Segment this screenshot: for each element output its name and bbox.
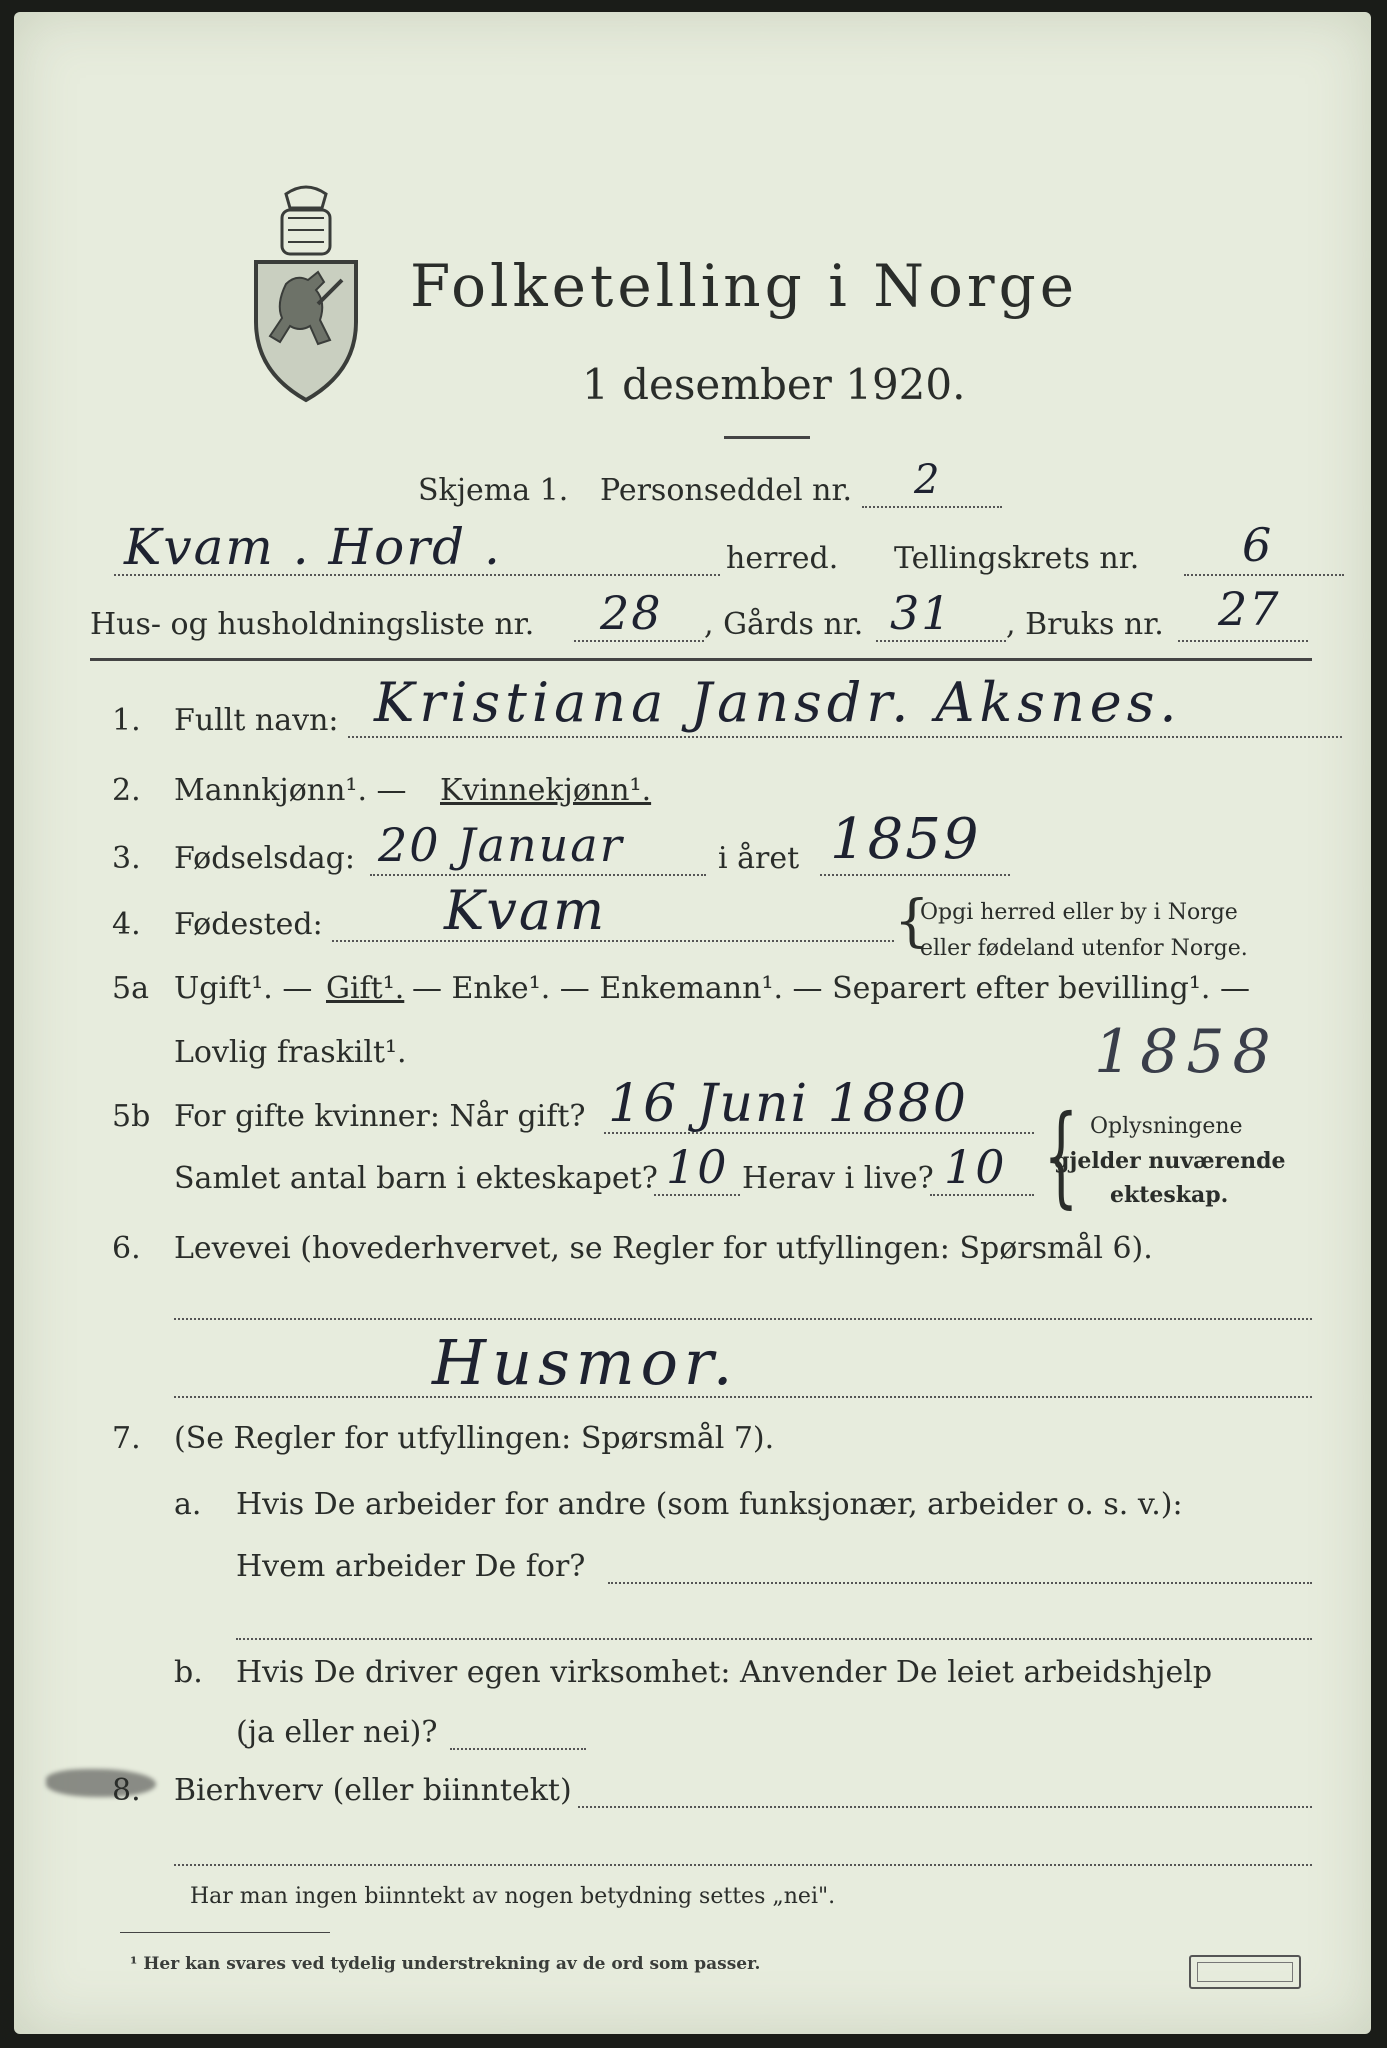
bruks-line	[1178, 640, 1308, 642]
q7b-label-2: (ja eller nei)?	[236, 1715, 438, 1750]
q3-value: 20 Januar	[378, 818, 624, 872]
q6-value: Husmor.	[432, 1326, 739, 1399]
q7b-label: Hvis De driver egen virksomhet: Anvender De leiet arbeidshjelp	[236, 1655, 1213, 1690]
printer-stamp	[1189, 1955, 1301, 1989]
gards-line	[876, 640, 1006, 642]
q7a-line-2	[236, 1638, 1312, 1640]
q5b-note-line-3: ekteskap.	[1110, 1182, 1229, 1208]
q7a-label-2: Hvem arbeider De for?	[236, 1549, 586, 1584]
q6-line-2	[174, 1396, 1312, 1398]
q2-label-female: Kvinnekjønn¹.	[440, 773, 652, 808]
q6-number: 6.	[112, 1231, 141, 1266]
personseddel-label: Personseddel nr.	[600, 473, 853, 508]
form-title: Folketelling i Norge	[410, 252, 1079, 320]
q1-label: Fullt navn:	[174, 703, 339, 738]
q5b-alive-value: 10	[944, 1140, 1007, 1194]
title-divider	[724, 436, 810, 439]
q4-note-line-2: eller fødeland utenfor Norge.	[920, 936, 1248, 961]
q7-label: (Se Regler for utfyllingen: Spørsmål 7).	[174, 1421, 775, 1456]
q7b-line	[450, 1748, 586, 1750]
q6-line-1	[174, 1318, 1312, 1320]
q5b-children-line	[654, 1194, 740, 1196]
gards-value: 31	[890, 586, 953, 640]
herred-label: herred.	[726, 541, 839, 576]
herred-line	[114, 574, 720, 576]
q5b-note-line-1: Oplysningene	[1090, 1114, 1243, 1139]
q5b-brace: {	[1043, 1091, 1079, 1219]
q7-number: 7.	[112, 1421, 141, 1456]
footnote: ¹ Her kan svares ved tydelig understrekning av de ord som passer.	[130, 1954, 761, 1974]
skjema-label: Skjema 1.	[418, 473, 569, 508]
q7a-label: Hvis De arbeider for andre (som funksjonær, arbeider o. s. v.):	[236, 1487, 1183, 1522]
q4-label: Fødested:	[174, 907, 323, 942]
q5b-label: For gifte kvinner: Når gift?	[174, 1099, 586, 1134]
q5b-value: 16 Juni 1880	[608, 1074, 969, 1134]
q4-note-line-1: Opgi herred eller by i Norge	[920, 900, 1238, 925]
bruks-label: , Bruks nr.	[1006, 607, 1164, 642]
personseddel-line	[862, 506, 1002, 508]
form-date: 1 desember 1920.	[582, 360, 966, 409]
q2-number: 2.	[112, 773, 141, 808]
personseddel-value: 2	[914, 457, 942, 503]
q5a-options-rest: — Enke¹. — Enkemann¹. — Separert efter bevilling¹. —	[412, 971, 1250, 1006]
q5b-children-value: 10	[666, 1140, 729, 1194]
q8-line-2	[174, 1864, 1312, 1866]
q4-number: 4.	[112, 907, 141, 942]
footnote-divider	[120, 1932, 330, 1933]
q8-label: Bierhverv (eller biinntekt)	[174, 1773, 572, 1808]
q5a-option-fraskilt: Lovlig fraskilt¹.	[174, 1035, 407, 1070]
q3-label: Fødselsdag:	[174, 841, 355, 876]
header-divider	[90, 658, 1312, 661]
q2-label-male: Mannkjønn¹. —	[174, 773, 407, 808]
q1-line	[348, 736, 1342, 738]
hus-label: Hus- og husholdningsliste nr.	[90, 607, 535, 642]
q8-note: Har man ingen biinntekt av nogen betydning settes „nei".	[190, 1884, 836, 1909]
tellingskrets-label: Tellingskrets nr.	[894, 541, 1140, 576]
q3-year-label: i året	[718, 841, 800, 876]
tellingskrets-value: 6	[1242, 518, 1274, 572]
q5b-note-line-2: gjelder nuværende	[1054, 1148, 1286, 1174]
q6-label: Levevei (hovederhvervet, se Regler for utfyllingen: Spørsmål 6).	[174, 1231, 1153, 1266]
hus-line	[574, 640, 704, 642]
herred-value: Kvam . Hord .	[124, 518, 502, 576]
q5a-option-gift: Gift¹.	[326, 971, 405, 1006]
q5b-extra-year: 1858	[1094, 1017, 1279, 1087]
gards-label: , Gårds nr.	[704, 607, 864, 642]
norwegian-coat-of-arms-icon	[246, 184, 366, 404]
q7a-line-1	[608, 1582, 1312, 1584]
q4-value: Kvam	[444, 879, 607, 942]
bruks-value: 27	[1218, 582, 1281, 636]
q1-value: Kristiana Jansdr. Aksnes.	[374, 671, 1182, 734]
q3-year-value: 1859	[830, 807, 981, 872]
tellingskrets-line	[1184, 574, 1344, 576]
q8-line-1	[578, 1806, 1312, 1808]
q5a-number: 5a	[112, 971, 149, 1006]
q8-number: 8.	[112, 1773, 141, 1808]
q3-line	[370, 874, 706, 876]
q4-brace: {	[894, 889, 930, 954]
q1-number: 1.	[112, 703, 141, 738]
q5b-number: 5b	[112, 1099, 151, 1134]
q4-line	[332, 940, 894, 942]
q5b-children-label: Samlet antal barn i ekteskapet?	[174, 1161, 658, 1196]
q7a-number: a.	[174, 1487, 202, 1522]
q5a-option-ugift: Ugift¹. —	[174, 971, 313, 1006]
q5b-alive-line	[930, 1194, 1034, 1196]
q3-number: 3.	[112, 841, 141, 876]
hus-value: 28	[600, 586, 663, 640]
q5b-alive-label: Herav i live?	[742, 1161, 934, 1196]
census-form-sheet	[14, 12, 1371, 2034]
q7b-number: b.	[174, 1655, 203, 1690]
q3-year-line	[820, 874, 1010, 876]
